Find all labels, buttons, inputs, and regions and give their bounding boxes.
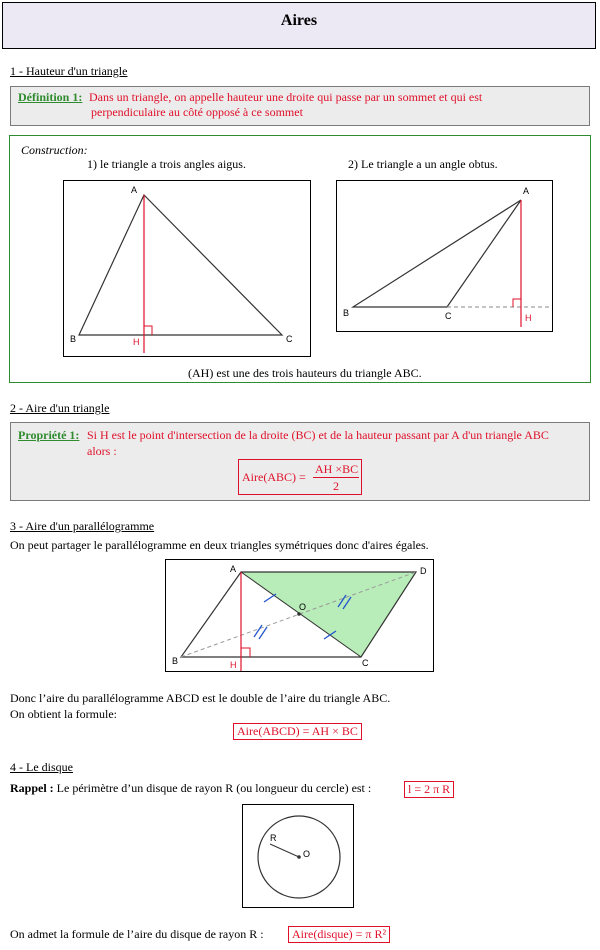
aire-disque-formula: Aire(disque) = π R²: [288, 926, 390, 943]
construction-caption: (AH) est une des trois hauteurs du triangle ABC.: [188, 366, 422, 380]
point-b-label-obtuse: B: [343, 308, 350, 318]
rappel-text: Le périmètre d’un disque de rayon R (ou longueur du cercle) est :: [56, 781, 372, 795]
rappel-label: Rappel :: [10, 781, 54, 795]
definition-line-1: Dans un triangle, on appelle hauteur une droite qui passe par un sommet et qui est: [89, 90, 483, 104]
rappel-line: [10, 781, 371, 796]
aire-triangle-formula: [238, 459, 362, 495]
para-point-o-label: O: [299, 602, 307, 612]
point-a-label: A: [131, 185, 138, 195]
obtuse-triangle-figure: [336, 180, 553, 332]
radius-r: [270, 844, 299, 857]
section-2-heading: 2 - Aire d'un triangle: [10, 401, 110, 415]
definition-line-2: perpendiculaire au côté opposé à ce sommet: [91, 105, 303, 119]
para-point-h-label: H: [230, 660, 237, 670]
point-h-label: H: [133, 337, 140, 347]
construction-label: Construction:: [21, 143, 88, 157]
disk-center: [297, 855, 301, 859]
parallelogramme-text-3: On obtient la formule:: [10, 707, 117, 721]
propriete-box: [10, 422, 590, 501]
perimetre-formula: l = 2 π R: [404, 781, 454, 798]
equal-mark-ao: [264, 594, 276, 602]
formula-numerator: AH ×BC: [315, 462, 359, 476]
parallelogramme-text-2: Donc l’aire du parallélogramme ABCD est le double de l’aire du triangle ABC.: [10, 691, 391, 705]
propriete-line-2: alors :: [87, 444, 117, 458]
acute-triangle-figure: [63, 180, 311, 357]
construction-box: [9, 135, 591, 383]
para-point-b-label: B: [172, 656, 179, 666]
aire-disque-text: On admet la formule de l’aire du disque de rayon R :: [10, 927, 264, 941]
para-point-c-label: C: [362, 658, 369, 668]
fraction-bar: [313, 477, 359, 478]
section-1-heading: 1 - Hauteur d'un triangle: [10, 64, 128, 78]
construction-case-1: 1) le triangle a trois angles aigus.: [87, 157, 246, 171]
point-a-label-obtuse: A: [523, 186, 530, 196]
propriete-label: Propriété 1:: [18, 428, 80, 442]
section-4-heading: 4 - Le disque: [10, 760, 73, 774]
para-point-a-label: A: [230, 564, 237, 574]
formula-denominator: 2: [333, 479, 339, 493]
construction-case-2: 2) Le triangle a un angle obtus.: [348, 157, 498, 171]
right-angle-mark: [144, 326, 152, 335]
page-title: Aires: [2, 2, 596, 49]
triangle-abc-obtuse: [353, 200, 521, 307]
section-3-heading: 3 - Aire d'un parallélogramme: [10, 519, 155, 533]
point-h-label-obtuse: H: [525, 313, 532, 323]
propriete-line-1: Si H est le point d'intersection de la droite (BC) et de la hauteur passant par A d'un triangle ABC: [87, 428, 549, 442]
radius-r-label: R: [270, 833, 277, 843]
parallelogram-figure: [165, 559, 434, 672]
disk-center-label: O: [303, 849, 311, 859]
point-b-label: B: [70, 334, 77, 344]
right-angle-mark-obtuse: [513, 299, 521, 307]
formula-lhs: Aire(ABC) =: [242, 470, 306, 484]
point-c-label: C: [286, 334, 293, 344]
definition-label: Définition 1:: [18, 90, 83, 104]
parallelogramme-text-1: On peut partager le parallélogramme en deux triangles symétriques donc d'aires égales.: [10, 538, 429, 552]
aire-parallelogramme-formula: Aire(ABCD) = AH × BC: [233, 723, 362, 740]
point-c-label-obtuse: C: [445, 311, 452, 321]
center-point-o: [297, 612, 301, 616]
para-point-d-label: D: [420, 566, 427, 576]
definition-box: [10, 86, 590, 126]
disk-figure: [242, 804, 354, 908]
triangle-acd-fill: [241, 572, 416, 657]
triangle-abc: [79, 195, 282, 335]
right-angle-mark-parallelogram: [241, 648, 250, 657]
